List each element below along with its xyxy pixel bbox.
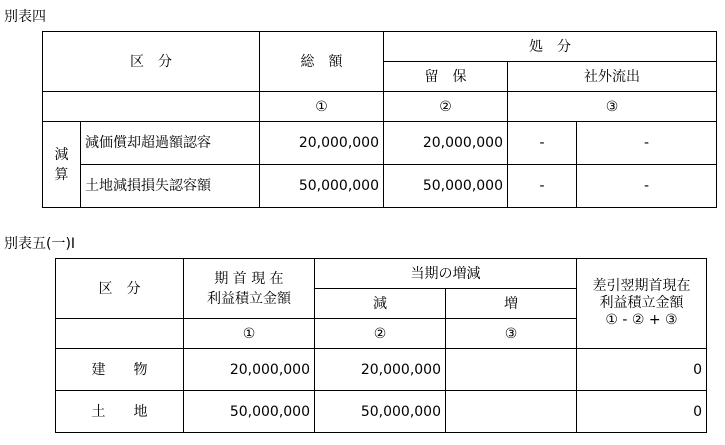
table4-row-outflow-a: - bbox=[508, 122, 577, 165]
table4-row-outflow-b: - bbox=[577, 165, 717, 208]
table4-group-label bbox=[43, 122, 81, 208]
table4-header-kubun: 区 分 bbox=[43, 32, 260, 92]
table4-row-outflow-b: - bbox=[577, 122, 717, 165]
table4-row-reserve: 20,000,000 bbox=[384, 122, 508, 165]
table4-row-total: 20,000,000 bbox=[260, 122, 384, 165]
table5-row-end: 0 bbox=[577, 349, 707, 391]
table4-header-outflow: 社外流出 bbox=[508, 62, 717, 92]
table5-row-decrease: 20,000,000 bbox=[315, 349, 446, 391]
table5-header-end-line2: 利益積立金額 bbox=[599, 295, 684, 311]
table-row bbox=[56, 391, 707, 433]
table5-col-number-1: ① bbox=[184, 319, 315, 349]
table5-header-decrease: 減 bbox=[315, 289, 446, 319]
table4-group-label-char: 減 bbox=[54, 146, 69, 163]
table-row bbox=[56, 349, 707, 391]
table4-col-number-1: ① bbox=[260, 92, 384, 122]
table5-header-end-line3: ① - ② + ③ bbox=[605, 312, 678, 328]
table-row bbox=[43, 165, 717, 208]
table5-row-end: 0 bbox=[577, 391, 707, 433]
table4-row-label: 減価償却超過額認容 bbox=[81, 122, 260, 165]
table5-col-number-2: ② bbox=[315, 319, 446, 349]
table4-col-number-3: ③ bbox=[508, 92, 717, 122]
table5-header-change: 当期の増減 bbox=[315, 259, 577, 289]
table4-row-outflow-a: - bbox=[508, 165, 577, 208]
table4-header-reserve: 留 保 bbox=[384, 62, 508, 92]
table5-row-begin: 20,000,000 bbox=[184, 349, 315, 391]
table5-col-number-3: ③ bbox=[446, 319, 577, 349]
table4-title: 別表四 bbox=[4, 9, 46, 25]
table5-row-begin: 50,000,000 bbox=[184, 391, 315, 433]
table-row bbox=[43, 122, 717, 165]
table5-header-end bbox=[577, 259, 707, 349]
table4-row-total: 50,000,000 bbox=[260, 165, 384, 208]
table5-row-decrease: 50,000,000 bbox=[315, 391, 446, 433]
table5-row-label: 土 地 bbox=[56, 391, 184, 433]
table5-header-begin-line1: 期 首 現 在 bbox=[214, 270, 284, 287]
table5-header-kubun: 区 分 bbox=[56, 259, 184, 319]
table4-header-total: 総 額 bbox=[260, 32, 384, 92]
table5-header-kubun-blank bbox=[56, 319, 184, 349]
table5-header-begin-line2: 利益積立金額 bbox=[207, 290, 291, 307]
table4-row-reserve: 50,000,000 bbox=[384, 165, 508, 208]
table4-header-disposition: 処 分 bbox=[384, 32, 717, 62]
table4-col-number-2: ② bbox=[384, 92, 508, 122]
table5-row-increase bbox=[446, 349, 577, 391]
table4 bbox=[42, 31, 717, 208]
table5 bbox=[55, 258, 707, 433]
table4-row-label: 土地減損損失認容額 bbox=[81, 165, 260, 208]
table5-header-end-line1: 差引翌期首現在 bbox=[592, 278, 691, 294]
table4-header-kubun-blank bbox=[43, 92, 260, 122]
table5-row-increase bbox=[446, 391, 577, 433]
table5-title: 別表五(一)Ⅰ bbox=[4, 236, 76, 252]
table5-header-increase: 増 bbox=[446, 289, 577, 319]
table5-row-label: 建 物 bbox=[56, 349, 184, 391]
table5-header-begin bbox=[184, 259, 315, 319]
table4-group-label-char: 算 bbox=[54, 166, 69, 183]
